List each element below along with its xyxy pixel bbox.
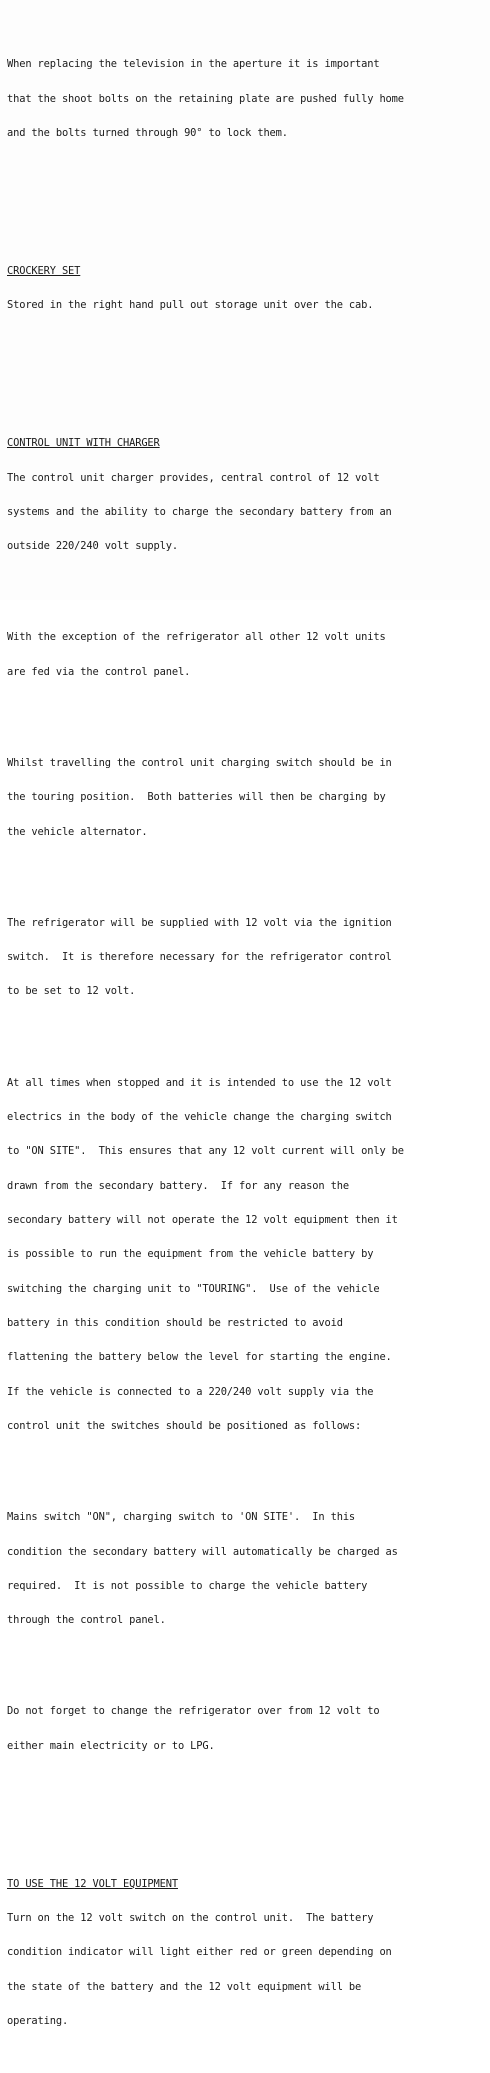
text-line: operating. <box>7 2015 69 2028</box>
text-line: through the control panel. <box>7 1614 166 1627</box>
text-line: The refrigerator will be supplied with 12 volt via the ignition <box>7 916 392 929</box>
text-line: The control unit charger provides, central control of 12 volt <box>7 471 380 484</box>
intro-paragraph <box>7 36 484 162</box>
text-line: to be set to 12 volt. <box>7 985 136 998</box>
text-line: the state of the battery and the 12 volt equipment will be <box>7 1980 362 1993</box>
text-line: and the bolts turned through 90° to lock them. <box>7 126 288 139</box>
text-line: outside 220/240 volt supply. <box>7 540 178 553</box>
crockery-section <box>7 243 484 335</box>
text-line: Turn on the 12 volt switch on the control unit. The battery <box>7 1912 374 1925</box>
text-line: electrics in the body of the vehicle change the charging switch <box>7 1110 392 1123</box>
text-line: the vehicle alternator. <box>7 825 148 838</box>
text-line: either main electricity or to LPG. <box>7 1739 215 1752</box>
text-line: condition the secondary battery will automatically be charged as <box>7 1545 398 1558</box>
text-line: battery in this condition should be restricted to avoid <box>7 1317 343 1330</box>
control-unit-section <box>7 415 484 1775</box>
text-line: systems and the ability to charge the secondary battery from an <box>7 505 392 518</box>
text-line: switching the charging unit to "TOURING". Use of the vehicle <box>7 1282 380 1295</box>
text-line: to "ON SITE". This ensures that any 12 volt current will only be <box>7 1145 404 1158</box>
text-line: Stored in the right hand pull out storage unit over the cab. <box>7 299 374 312</box>
text-line: control unit the switches should be positioned as follows: <box>7 1420 362 1433</box>
text-line: switch. It is therefore necessary for the refrigerator control <box>7 951 392 964</box>
text-line: Mains switch "ON", charging switch to 'ON SITE'. In this <box>7 1511 356 1524</box>
text-line: With the exception of the refrigerator all other 12 volt units <box>7 631 386 644</box>
text-line: Whilst travelling the control unit charging switch should be in <box>7 756 392 769</box>
text-line: the touring position. Both batteries will then be charging by <box>7 791 386 804</box>
section-heading: TO USE THE 12 VOLT EQUIPMENT <box>7 1877 178 1890</box>
text-line: are fed via the control panel. <box>7 665 191 678</box>
text-line: drawn from the secondary battery. If for any reason the <box>7 1179 349 1192</box>
text-line: At all times when stopped and it is intended to use the 12 volt <box>7 1076 392 1089</box>
text-line: If the vehicle is connected to a 220/240 volt supply via the <box>7 1385 374 1398</box>
section-heading: CONTROL UNIT WITH CHARGER <box>7 437 160 450</box>
text-line: secondary battery will not operate the 12 volt equipment then it <box>7 1213 398 1226</box>
text-line: that the shoot bolts on the retaining plate are pushed fully home <box>7 92 404 105</box>
text-line: When replacing the television in the aperture it is important <box>7 58 380 71</box>
section-heading: CROCKERY SET <box>7 264 81 277</box>
text-line: is possible to run the equipment from the vehicle battery by <box>7 1248 374 1261</box>
text-line: Do not forget to change the refrigerator over from 12 volt to <box>7 1705 380 1718</box>
text-line: required. It is not possible to charge the vehicle battery <box>7 1579 368 1592</box>
equipment-section <box>7 1856 484 2051</box>
text-line: condition indicator will light either red or green depending on <box>7 1946 392 1959</box>
text-line: flattening the battery below the level for starting the engine. <box>7 1351 392 1364</box>
